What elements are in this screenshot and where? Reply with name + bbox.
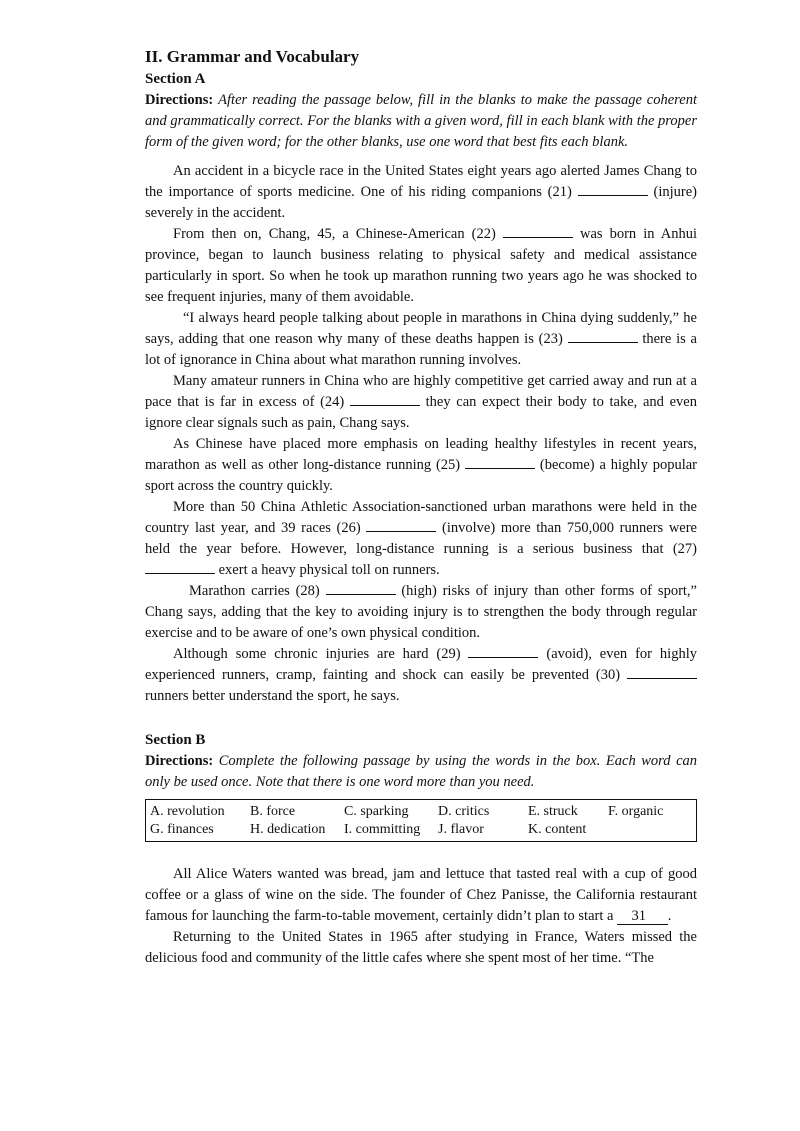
section-b-paragraph-1: All Alice Waters wanted was bread, jam and lettuce that tasted real with a cup of good coffee or a glass of wine on the side. The founder of Chez Panisse, the California restaurant famous for launching the farm-to-table movement, certainly didn’t plan to start a 31 . <box>145 866 697 924</box>
paragraph-2: From then on, Chang, 45, a Chinese-American (22) was born in Anhui province, began to launch business relating to physical safety and medical assistance particularly in sport. So when he took up marathon running two years ago he was shocked to see frequent injuries, many of them avoidable. <box>145 226 698 305</box>
directions-label: Directions: <box>145 92 214 108</box>
worksheet-page <box>145 46 697 969</box>
blank-24[interactable] <box>350 392 420 406</box>
paragraph-5: As Chinese have placed more emphasis on leading healthy lifestyles in recent years, marathon as well as other long-distance running (25) (become) a highly popular sport across the country quickly. <box>145 436 697 494</box>
paragraph-7: Marathon carries (28) (high) risks of injury than other forms of sport,” Chang says, adding that the key to avoiding injury is to strengthen the body through regular exercise and to be aware of one’s own physical condition. <box>145 583 697 641</box>
blank-28[interactable] <box>326 581 396 595</box>
word-option: E. struck <box>528 804 578 819</box>
blank-31[interactable]: 31 <box>617 908 668 925</box>
word-option: B. force <box>250 804 296 819</box>
blank-30[interactable] <box>627 665 697 679</box>
paragraph-3: “I always heard people talking about people in marathons in China dying suddenly,” he says, adding that one reason why many of these deaths happen is (23) there is a lot of ignorance in China about what marathon running involves. <box>145 310 697 368</box>
section-b-directions <box>145 751 697 793</box>
blank-26[interactable] <box>366 518 436 532</box>
paragraph-6: More than 50 China Athletic Association-sanctioned urban marathons were held in the country last year, and 39 races (26) (involve) more than 750,000 runners were held the year before. However, long-distance running is a serious business that (27) exert a heavy physical toll on runners. <box>145 499 697 578</box>
word-option: C. sparking <box>344 804 409 819</box>
blank-22[interactable] <box>503 224 573 238</box>
section-b-title: Section B <box>145 732 206 748</box>
word-option: G. finances <box>150 822 214 837</box>
blank-27[interactable] <box>145 560 215 574</box>
directions-text: Complete the following passage by using the words in the box. Each word can only be used once. Note that there is one word more than you need. <box>145 753 698 790</box>
word-option: I. committing <box>344 822 421 837</box>
directions-label: Directions: <box>145 753 214 769</box>
word-option: J. flavor <box>438 822 484 837</box>
paragraph-4: Many amateur runners in China who are highly competitive get carried away and run at a pace that is far in excess of (24) they can expect their body to take, and even ignore clear signals such as pain, Chang says. <box>145 373 697 431</box>
word-option: K. content <box>528 822 587 837</box>
blank-21[interactable] <box>578 182 648 196</box>
blank-23[interactable] <box>568 329 638 343</box>
word-option: F. organic <box>608 804 664 819</box>
section-a-title: Section A <box>145 71 206 87</box>
section-b-paragraph-2: Returning to the United States in 1965 after studying in France, Waters missed the delicious food and community of the little cafes where she spent most of her time. “The <box>145 929 697 966</box>
paragraph-1: An accident in a bicycle race in the United States eight years ago alerted James Chang to the importance of sports medicine. One of his riding companions (21) (injure) severely in the accident. <box>145 163 697 221</box>
paragraph-8: Although some chronic injuries are hard (29) (avoid), even for highly experienced runners, cramp, fainting and shock can easily be prevented (30) runners better understand the sport, he says. <box>145 646 697 704</box>
part-heading: II. Grammar and Vocabulary <box>145 47 360 66</box>
section-a-directions <box>145 90 697 153</box>
blank-29[interactable] <box>468 644 538 658</box>
directions-text: After reading the passage below, fill in the blanks to make the passage coherent and grammatically correct. For the blanks with a given word, fill in each blank with the proper form of the given word; for the other blanks, use one word that best fits each blank. <box>145 92 698 150</box>
blank-25[interactable] <box>465 455 535 469</box>
word-option: H. dedication <box>250 822 326 837</box>
word-box <box>145 799 697 842</box>
word-option: D. critics <box>438 804 490 819</box>
word-option: A. revolution <box>150 804 225 819</box>
